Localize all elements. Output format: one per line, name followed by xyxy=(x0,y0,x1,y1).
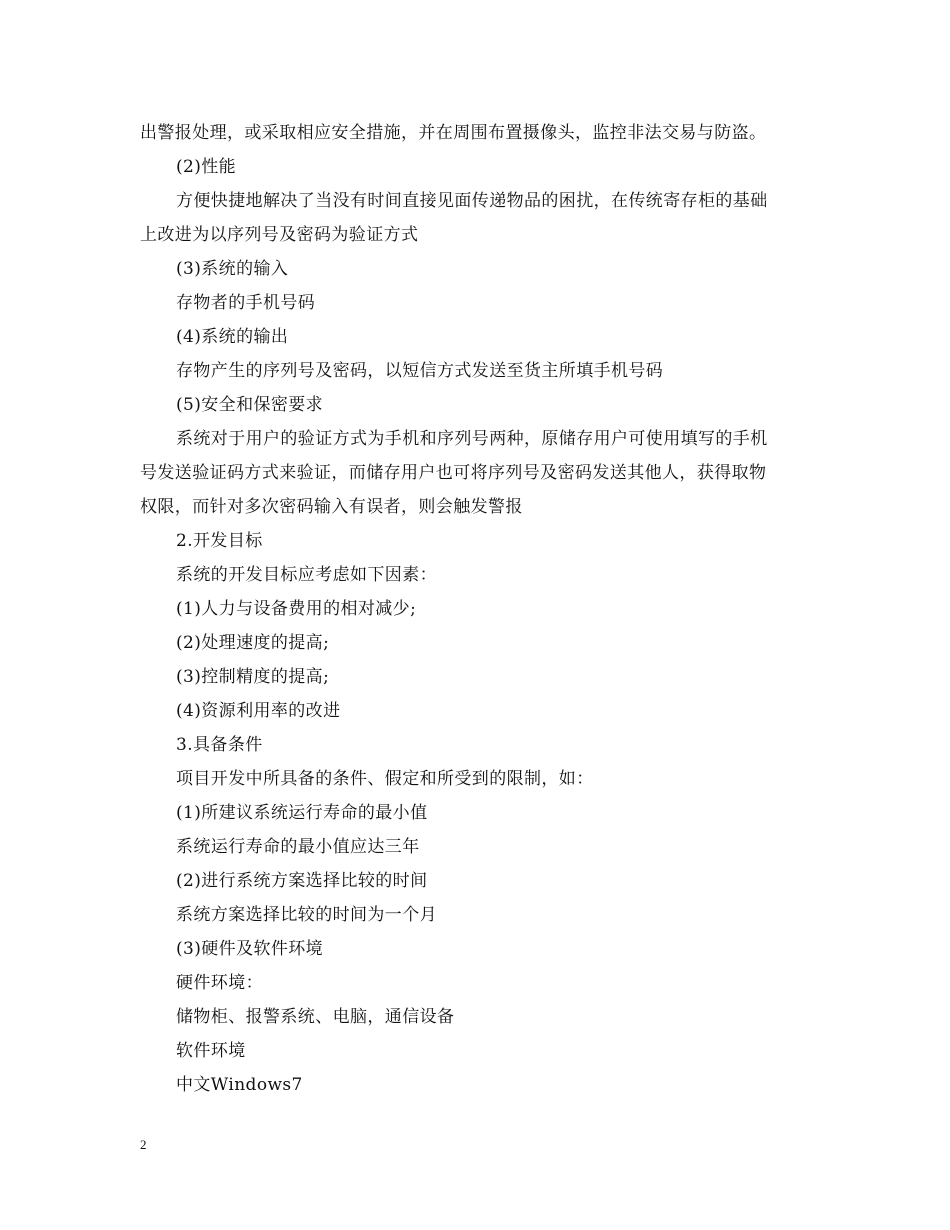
text-line: 存物者的手机号码 xyxy=(176,293,316,313)
text-line: (5)安全和保密要求 xyxy=(176,395,324,415)
text-line: (3)硬件及软件环境 xyxy=(176,939,324,959)
text-line: 硬件环境： xyxy=(176,973,263,993)
text-line: 出警报处理，或采取相应安全措施，并在周围布置摄像头，监控非法交易与防盗。 xyxy=(140,123,767,143)
text-line: 存物产生的序列号及密码，以短信方式发送至货主所填手机号码 xyxy=(176,361,664,381)
text-line: 储物柜、报警系统、电脑，通信设备 xyxy=(176,1007,455,1027)
text-line: (1)所建议系统运行寿命的最小值 xyxy=(176,803,428,823)
text-line: 2.开发目标 xyxy=(176,531,263,551)
text-line: 3.具备条件 xyxy=(176,735,263,755)
text-line: (3)系统的输入 xyxy=(176,259,289,279)
text-line: 上改进为以序列号及密码为验证方式 xyxy=(140,225,419,245)
text-line: 号发送验证码方式来验证，而储存用户也可将序列号及密码发送其他人，获得取物 xyxy=(140,463,767,483)
text-line: (1)人力与设备费用的相对减少; xyxy=(176,599,417,619)
text-line: (4)系统的输出 xyxy=(176,327,289,347)
text-line: 系统方案选择比较的时间为一个月 xyxy=(176,905,437,925)
text-line: 系统的开发目标应考虑如下因素： xyxy=(176,565,437,585)
text-line: 权限，而针对多次密码输入有误者，则会触发警报 xyxy=(140,497,523,517)
text-line: (4)资源利用率的改进 xyxy=(176,701,341,721)
text-line: 系统对于用户的验证方式为手机和序列号两种，原储存用户可使用填写的手机 xyxy=(176,429,768,449)
text-line: 软件环境 xyxy=(176,1041,246,1061)
text-line: (2)进行系统方案选择比较的时间 xyxy=(176,871,428,891)
text-line: (2)性能 xyxy=(176,157,237,177)
text-line: 方便快捷地解决了当没有时间直接见面传递物品的困扰，在传统寄存柜的基础 xyxy=(176,191,768,211)
text-line: 系统运行寿命的最小值应达三年 xyxy=(176,837,420,857)
text-line: 中文Windows7 xyxy=(176,1075,303,1095)
text-line: 项目开发中所具备的条件、假定和所受到的限制，如： xyxy=(176,769,594,789)
document-body xyxy=(140,116,812,1102)
page-number: 2 xyxy=(140,1137,147,1152)
text-line: (3)控制精度的提高; xyxy=(176,667,330,687)
text-line: (2)处理速度的提高; xyxy=(176,633,330,653)
